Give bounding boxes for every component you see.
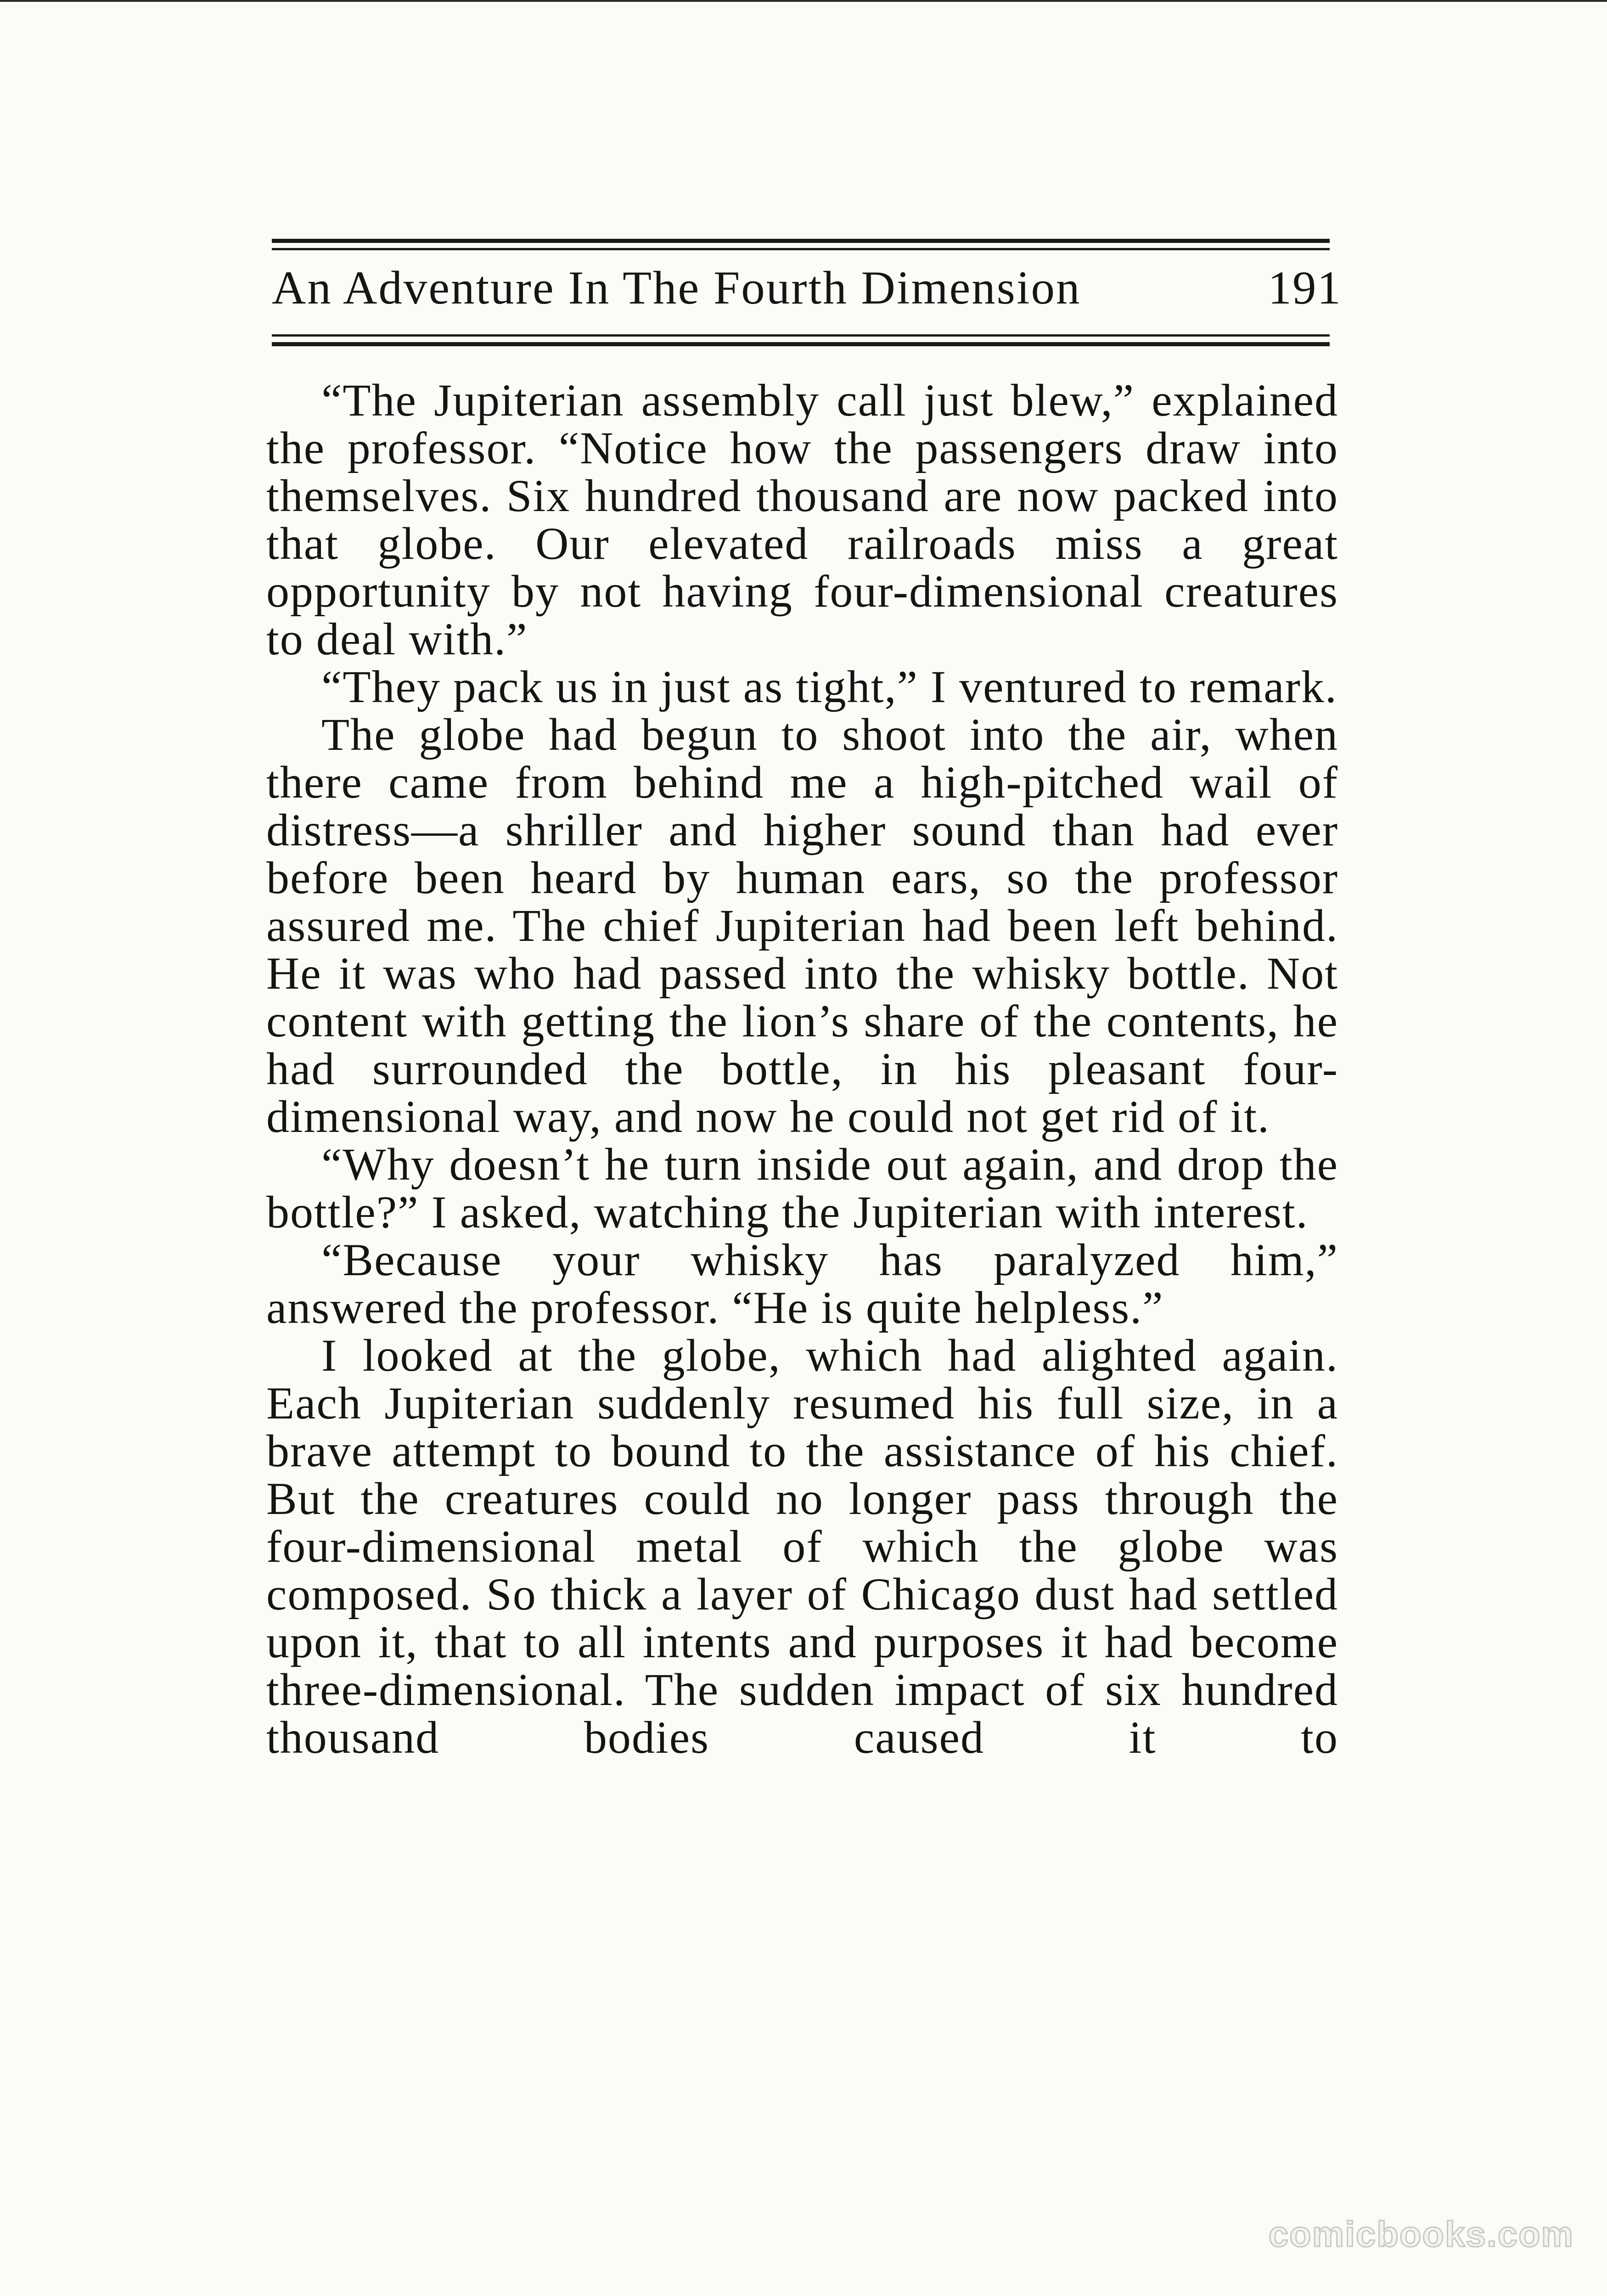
page-top-edge: [0, 0, 1607, 2]
paragraph-5: “Because your whisky has paralyzed him,” answered the professor. “He is quite helpless.”: [266, 1234, 1338, 1333]
paragraph-2: “They pack us in just as tight,” I ventured to remark.: [321, 661, 1337, 712]
header-rule-top-thick: [272, 239, 1330, 243]
paragraph-4: “Why doesn’t he turn inside out again, and drop the bottle?” I asked, watching the Jupiterian with interest.: [266, 1139, 1338, 1238]
header-rule-top-thin: [272, 248, 1330, 250]
watermark-logo: comicbooks.com: [1268, 2214, 1574, 2254]
header-rule-bottom-thin: [272, 334, 1330, 337]
page-number: 191: [1268, 262, 1342, 314]
paragraph-1: “The Jupiterian assembly call just blew,” explained the professor. “Notice how the passengers draw into themselves. Six hundred thousand are now packed into that globe. Our elevated railroads miss a great opportunity by not having four-dimensional creatures to deal with.”: [266, 375, 1338, 664]
body-text: [266, 377, 1338, 1761]
header-rule-bottom-thick: [272, 342, 1330, 346]
paragraph-3: The globe had begun to shoot into the air, when there came from behind me a high-pitched wail of distress—a shriller and higher sound than had ever before been heard by human ears, so the professor assured me. The chief Jupiterian had been left behind. He it was who had passed into the whisky bottle. Not content with getting the lion’s share of the contents, he had surrounded the bottle, in his pleasant four-dimensional way, and now he could not get rid of it.: [266, 709, 1338, 1142]
running-head: [272, 261, 1342, 325]
running-head-title: An Adventure In The Fourth Dimension: [272, 262, 1081, 314]
paragraph-6: I looked at the globe, which had alighted again. Each Jupiterian suddenly resumed his full size, in a brave attempt to bound to the assistance of his chief. But the creatures could no longer pass through the four-dimensional metal of which the globe was composed. So thick a layer of Chicago dust had settled upon it, that to all intents and purposes it had become three-dimensional. The sudden impact of six hundred thousand bodies caused it to: [266, 1330, 1338, 1763]
